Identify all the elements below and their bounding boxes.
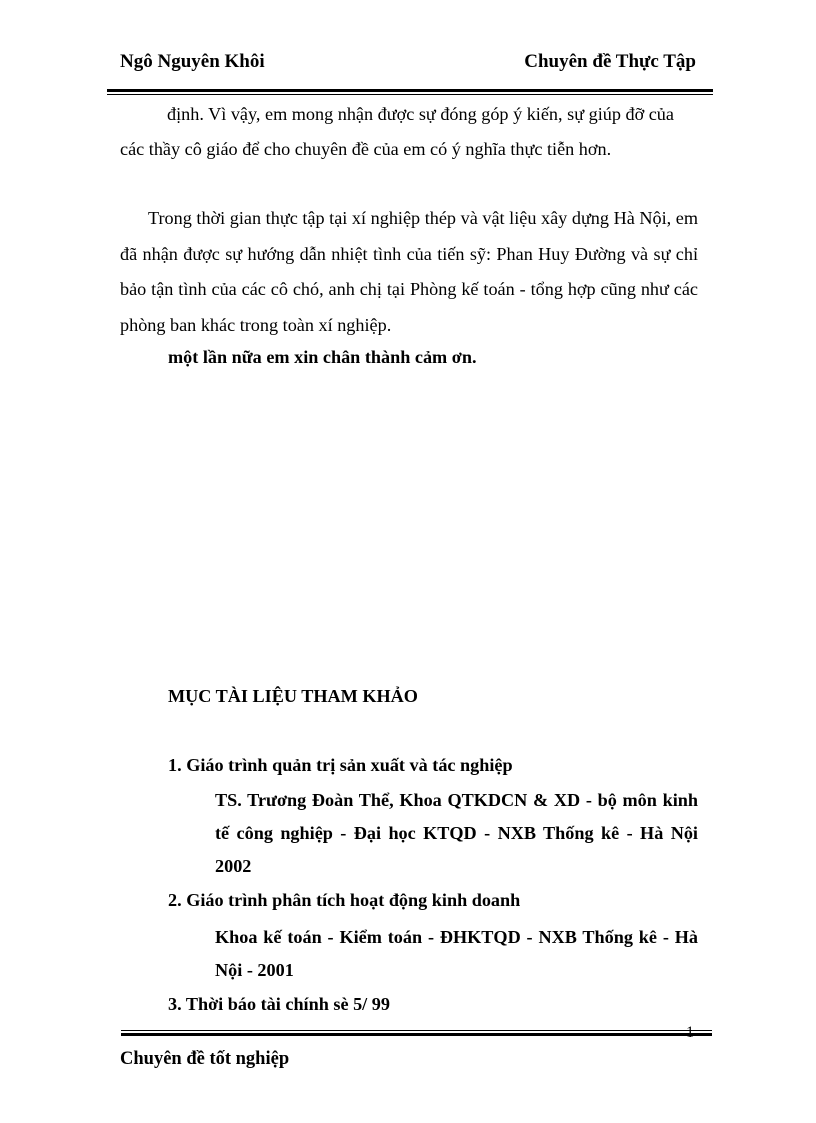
header-title: Chuyên đề Thực Tập	[524, 51, 696, 72]
thanks-line: một lần nữa em xin chân thành cảm ơn.	[168, 347, 477, 367]
footer-label: Chuyên đề tốt nghiệp	[120, 1049, 290, 1069]
references-heading: MỤC TÀI LIỆU THAM KHẢO	[168, 686, 418, 706]
reference-1-title: 1. Giáo trình quản trị sản xuất và tác nghiệp	[168, 755, 513, 775]
page-number: 1	[686, 1024, 694, 1041]
reference-2-detail: Khoa kế toán - Kiểm toán - ĐHKTQD - NXB Thống kê - Hà Nội - 2001	[215, 927, 698, 980]
body-paragraph-2: Trong thời gian thực tập tại xí nghiệp thép và vật liệu xây dựng Hà Nội, em đã nhận được sự hướng dẫn nhiệt tình của tiến sỹ: Phan Huy Đường và sự chỉ bảo tận tình của các cô chó, anh chị tại Phòng kế toán - tổng hợp cũng như các phòng ban khác trong toàn xí nghiệp.	[120, 208, 698, 335]
reference-1-detail: TS. Trương Đoàn Thể, Khoa QTKDCN & XD - bộ môn kinh tế công nghiệp - Đại học KTQD - NXB Thống kê - Hà Nội 2002	[215, 790, 698, 876]
footer-rule-thick	[121, 1033, 712, 1036]
body-line-2: các thầy cô giáo để cho chuyên đề của em có ý nghĩa thực tiễn hơn.	[120, 139, 612, 159]
header-rule-thin	[107, 94, 713, 95]
footer-rule-thin	[121, 1030, 712, 1031]
reference-2-title: 2. Giáo trình phân tích hoạt động kinh doanh	[168, 890, 521, 910]
reference-3-title: 3. Thời báo tài chính sè 5/ 99	[168, 994, 390, 1014]
body-line-1: định. Vì vậy, em mong nhận được sự đóng góp ý kiến, sự giúp đỡ của	[167, 104, 674, 124]
header-rule-thick	[107, 89, 713, 92]
header-author: Ngô Nguyên Khôi	[120, 51, 265, 72]
